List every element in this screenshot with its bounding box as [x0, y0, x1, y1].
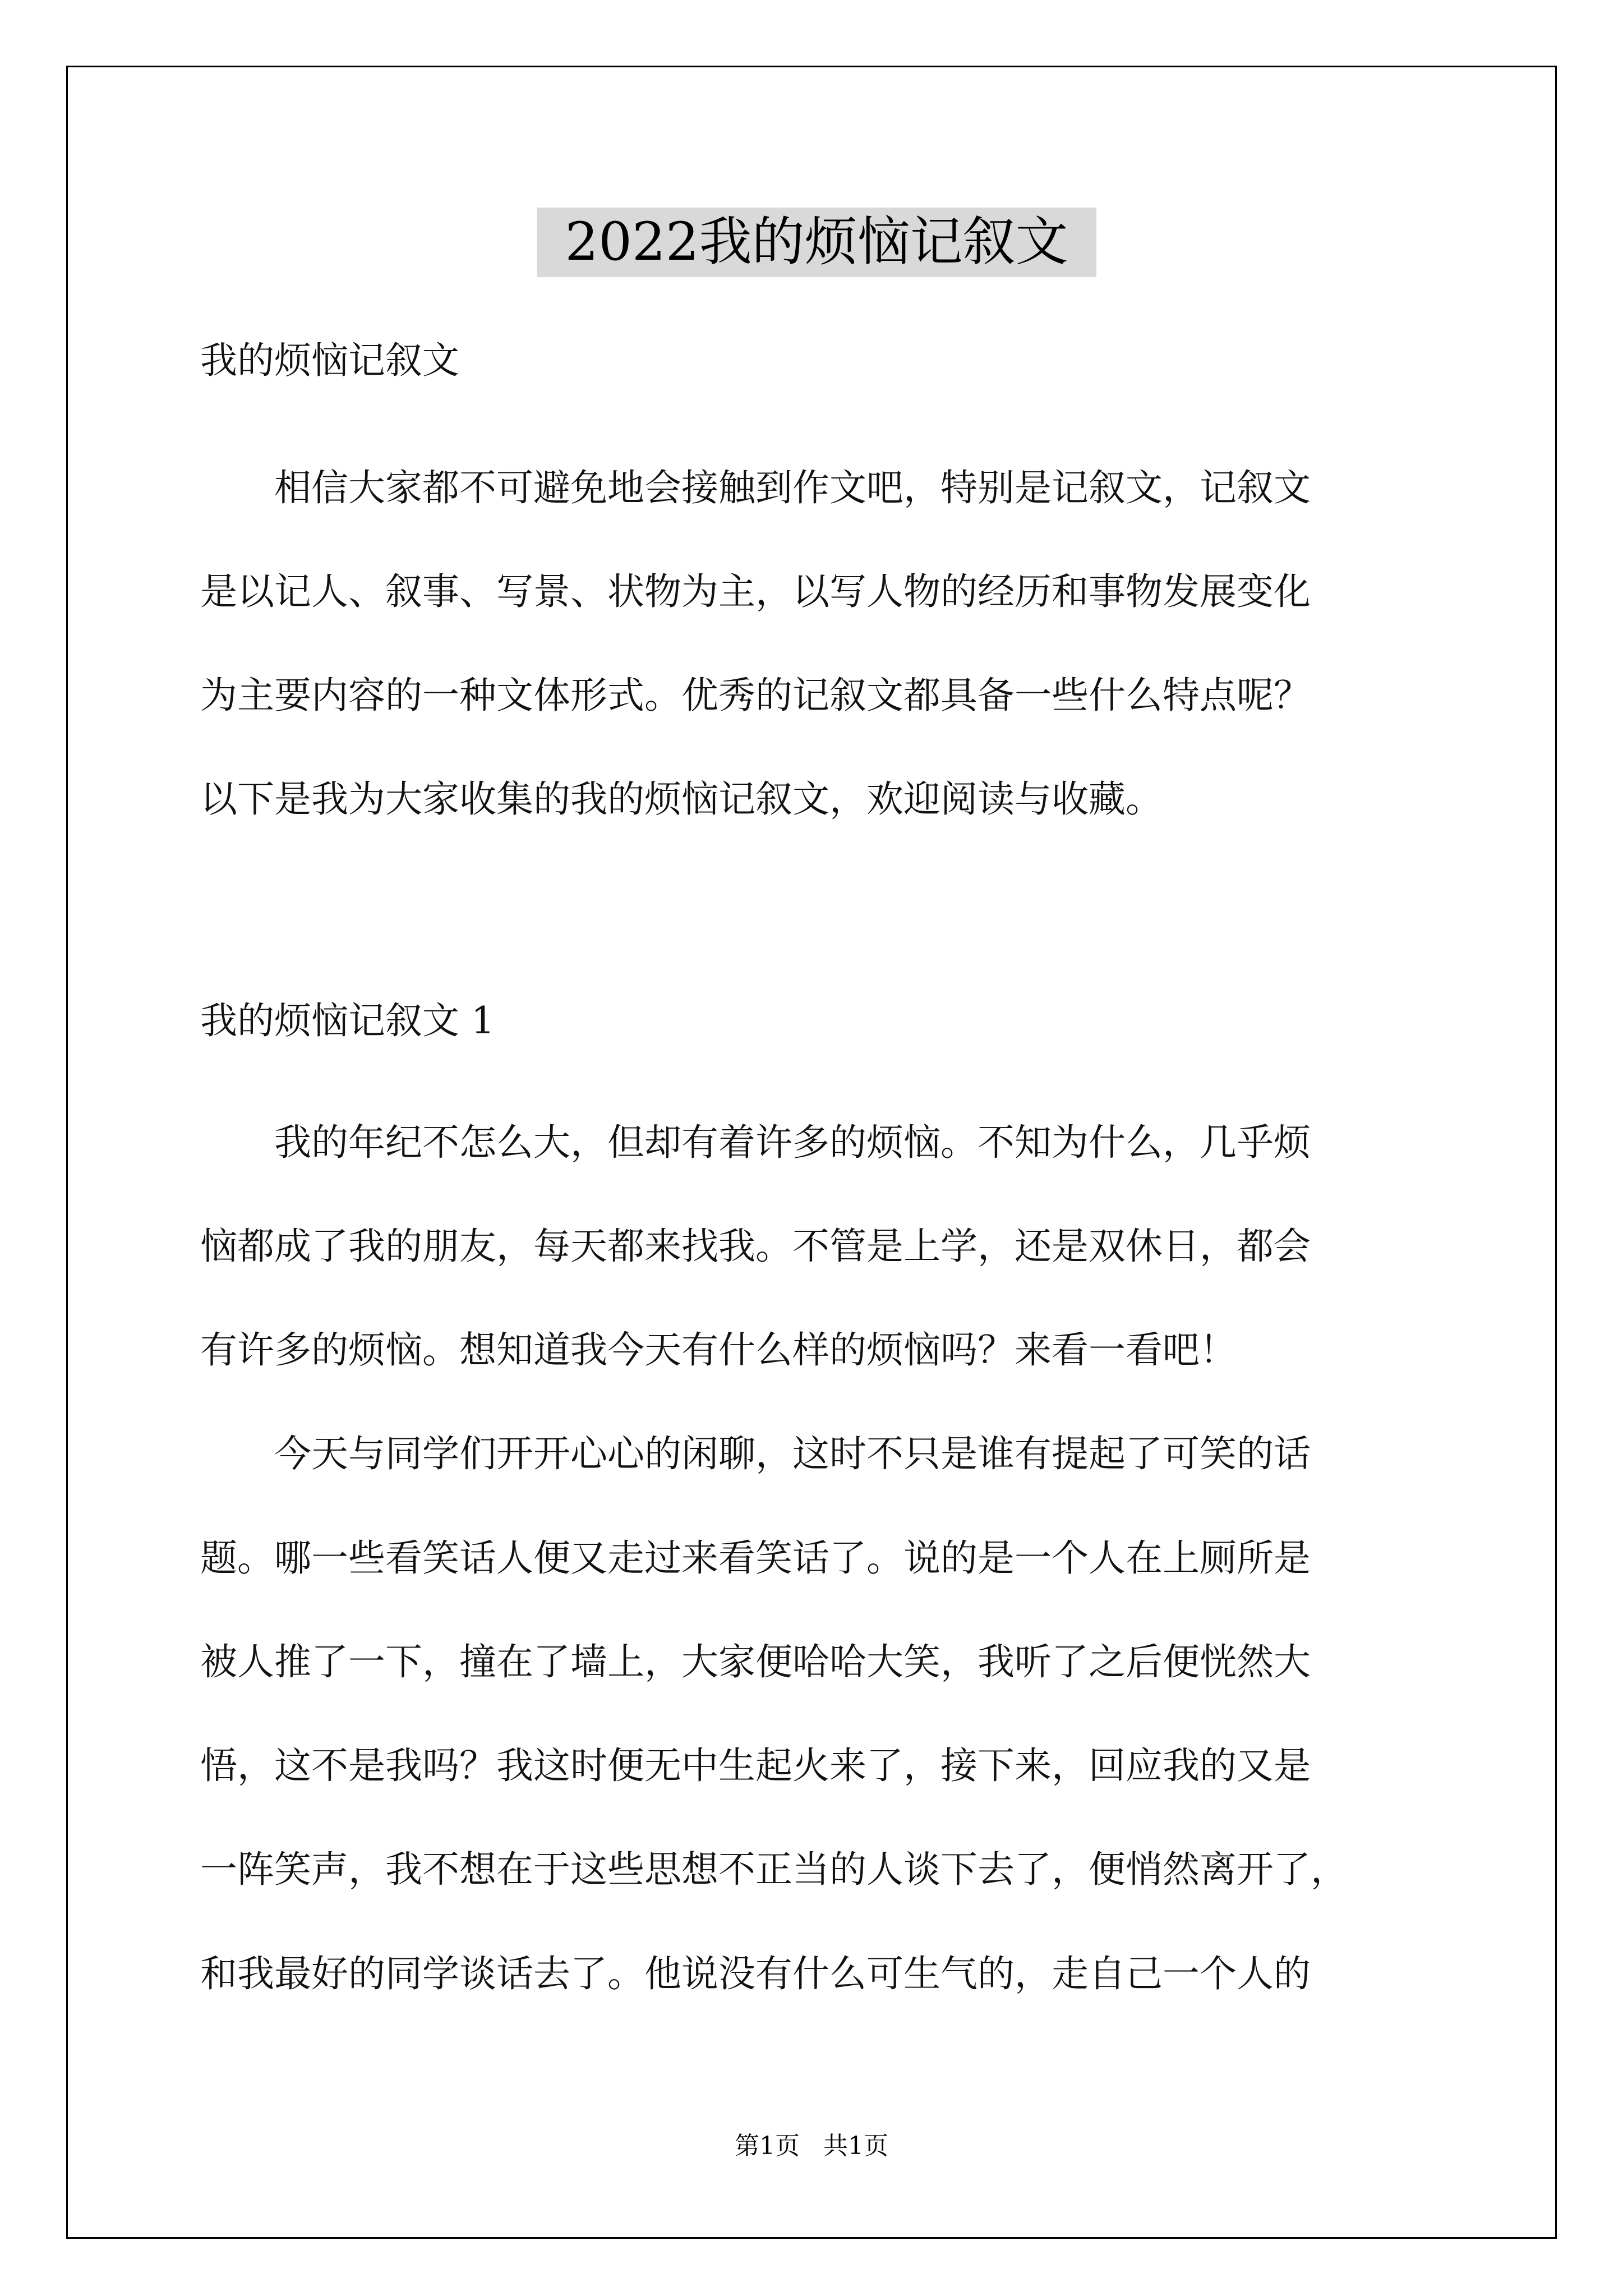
- page-number: 第1页: [735, 2132, 800, 2160]
- page-footer: [0, 2131, 1623, 2162]
- paragraph-line: 为主要内容的一种文体形式。优秀的记叙文都具备一些什么特点呢？: [200, 674, 1311, 717]
- paragraph-line: 恼都成了我的朋友，每天都来找我。不管是上学，还是双休日，都会: [200, 1225, 1311, 1268]
- paragraph-line: 是以记人、叙事、写景、状物为主，以写人物的经历和事物发展变化: [200, 570, 1311, 613]
- paragraph-line: 一阵笑声，我不想在于这些思想不正当的人谈下去了，便悄然离开了，: [200, 1848, 1348, 1891]
- paragraph-line: 有许多的烦恼。想知道我今天有什么样的烦恼吗？来看一看吧！: [200, 1328, 1237, 1372]
- paragraph-line: 悟，这不是我吗？我这时便无中生起火来了，接下来，回应我的又是: [200, 1744, 1311, 1787]
- paragraph-line: 我的年纪不怎么大，但却有着许多的烦恼。不知为什么，几乎烦: [200, 1121, 1311, 1164]
- paragraph-line: 被人推了一下，撞在了墙上，大家便哈哈大笑，我听了之后便恍然大: [200, 1640, 1311, 1683]
- paragraph-line: 和我最好的同学谈话去了。他说没有什么可生气的，走自己一个人的: [200, 1952, 1311, 1995]
- paragraph-line: 以下是我为大家收集的我的烦恼记叙文，欢迎阅读与收藏。: [200, 777, 1163, 821]
- paragraph-line: 题。哪一些看笑话人便又走过来看笑话了。说的是一个人在上厕所是: [200, 1536, 1311, 1580]
- section-heading: 我的烦恼记叙文: [200, 339, 459, 382]
- page-total: 共1页: [823, 2132, 888, 2160]
- paragraph-line: 相信大家都不可避免地会接触到作文吧，特别是记叙文，记叙文: [200, 466, 1311, 509]
- section-heading: 我的烦恼记叙文 1: [200, 999, 495, 1042]
- document-title: 2022我的烦恼记叙文: [537, 208, 1096, 277]
- paragraph-line: 今天与同学们开开心心的闲聊，这时不只是谁有提起了可笑的话: [200, 1432, 1311, 1475]
